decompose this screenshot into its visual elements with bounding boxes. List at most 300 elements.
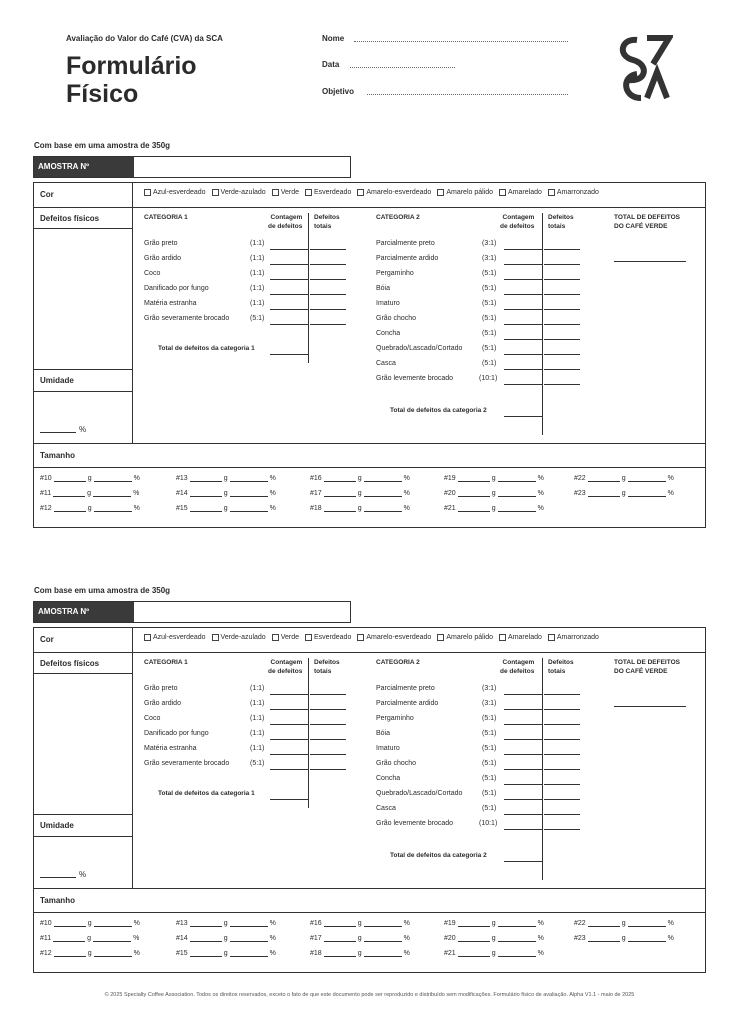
size-g-input[interactable] [458, 490, 490, 497]
cor-option[interactable] [437, 189, 493, 196]
total-input[interactable] [310, 294, 346, 295]
count-input[interactable] [270, 724, 308, 725]
size-g-input[interactable] [588, 475, 620, 482]
count-input[interactable] [504, 814, 542, 815]
umidade-input[interactable] [40, 870, 76, 878]
defeitos-label: Defeitos físicos [40, 659, 100, 668]
size-g-input[interactable] [324, 475, 356, 482]
cor-option-label: Amarelado [508, 634, 542, 641]
total-header-line: totais [314, 668, 332, 675]
size-pct-input[interactable] [364, 950, 402, 957]
count-input[interactable] [504, 249, 542, 250]
size-entry [310, 950, 410, 957]
cor-option-label: Amarelo pálido [446, 189, 494, 196]
umidade-input[interactable] [40, 425, 76, 433]
total-input[interactable] [544, 339, 580, 340]
cor-option[interactable] [305, 634, 351, 641]
count-input[interactable] [270, 709, 308, 710]
cor-option[interactable] [499, 189, 542, 196]
total-input[interactable] [544, 724, 580, 725]
cat2-total-label: Total de defeitos da categoria 2 [390, 407, 487, 414]
size-label: #18 [310, 505, 322, 512]
size-entry [444, 920, 544, 927]
cor-option[interactable] [144, 189, 206, 196]
cor-option[interactable] [272, 189, 299, 196]
defect-name: Grão ardido [144, 255, 181, 262]
grams-unit: g [87, 475, 92, 482]
checkbox-icon[interactable] [272, 634, 279, 641]
size-g-input[interactable] [54, 505, 86, 512]
cor-option[interactable] [499, 634, 542, 641]
checkbox-icon[interactable] [144, 634, 151, 641]
cor-option[interactable] [305, 189, 351, 196]
cor-option-label: Amarelo-esverdeado [366, 189, 432, 196]
size-pct-input[interactable] [230, 490, 268, 497]
size-pct-input[interactable] [364, 935, 402, 942]
defect-ratio: (5:1) [482, 790, 497, 797]
objective-field-label: Objetivo [322, 87, 355, 96]
defect-name: Bóia [376, 730, 391, 737]
count-header-line: Contagem [502, 659, 535, 666]
total-input[interactable] [310, 769, 346, 770]
cor-option[interactable] [272, 634, 299, 641]
size-label: #13 [176, 475, 188, 482]
size-pct-input[interactable] [364, 475, 402, 482]
defect-ratio: (5:1) [482, 330, 497, 337]
size-label: #17 [310, 935, 322, 942]
defect-name: Grão preto [144, 685, 178, 692]
defect-ratio: (3:1) [482, 255, 497, 262]
total-input[interactable] [310, 739, 346, 740]
count-input[interactable] [504, 769, 542, 770]
cat2-defect-row [376, 805, 396, 812]
size-g-input[interactable] [190, 920, 222, 927]
count-input[interactable] [270, 279, 308, 280]
grams-unit: g [357, 490, 362, 497]
amostra-field[interactable] [33, 601, 351, 623]
divider [542, 658, 543, 880]
percent-unit: % [269, 950, 276, 957]
cat1-defect-row [144, 730, 209, 737]
divider [34, 888, 705, 889]
defect-name: Quebrado/Lascado/Cortado [376, 345, 463, 352]
size-label: #12 [40, 950, 52, 957]
size-pct-input[interactable] [230, 920, 268, 927]
cat1-defect-row [144, 270, 160, 277]
total-input[interactable] [310, 279, 346, 280]
size-pct-input[interactable] [93, 935, 131, 942]
total-input[interactable] [544, 249, 580, 250]
count-input[interactable] [504, 309, 542, 310]
sample-note: Com base em uma amostra de 350g [34, 586, 171, 595]
total-input[interactable] [544, 279, 580, 280]
size-entry [176, 935, 276, 942]
defect-name: Parcialmente preto [376, 240, 435, 247]
checkbox-icon[interactable] [548, 634, 555, 641]
total-input[interactable] [544, 694, 580, 695]
cat2-title: CATEGORIA 2 [376, 659, 420, 666]
size-pct-input[interactable] [628, 490, 666, 497]
total-input[interactable] [544, 354, 580, 355]
size-g-input[interactable] [54, 475, 86, 482]
total-green-line: TOTAL DE DEFEITOS [614, 659, 680, 666]
total-input[interactable] [310, 694, 346, 695]
total-input[interactable] [544, 829, 580, 830]
size-pct-input[interactable] [364, 490, 402, 497]
defect-ratio: (5:1) [482, 775, 497, 782]
defect-ratio: (5:1) [482, 300, 497, 307]
divider [34, 207, 705, 208]
footer-copyright: © 2025 Specialty Coffee Association. Todos os direitos reservados, exceto o fato de que este documento pode ser reproduzido e distribuído sem modificações. Formulário físico de avaliação. Alpha V1.1 - maio de 2025 [104, 992, 635, 998]
defect-name: Matéria estranha [144, 745, 197, 752]
defect-name: Concha [376, 330, 401, 337]
cat1-count-header [268, 658, 302, 676]
size-pct-input[interactable] [498, 490, 536, 497]
size-g-input[interactable] [458, 950, 490, 957]
size-entry [574, 475, 674, 482]
cat2-defect-row [376, 820, 453, 827]
total-input[interactable] [544, 294, 580, 295]
size-pct-input[interactable] [230, 505, 268, 512]
size-entry [310, 475, 410, 482]
size-pct-input[interactable] [498, 475, 536, 482]
divider [132, 183, 133, 443]
defeitos-label: Defeitos físicos [40, 214, 100, 223]
defect-ratio: (5:1) [250, 315, 265, 322]
defect-name: Bóia [376, 285, 391, 292]
count-input[interactable] [270, 264, 308, 265]
size-label: #20 [444, 935, 456, 942]
total-input[interactable] [544, 264, 580, 265]
objective-field-line[interactable] [367, 87, 568, 95]
count-input[interactable] [504, 724, 542, 725]
count-input[interactable] [270, 249, 308, 250]
sca-logo-icon [607, 32, 673, 102]
checkbox-icon[interactable] [144, 189, 151, 196]
checkbox-icon[interactable] [272, 189, 279, 196]
cat1-defect-row [144, 760, 229, 767]
total-input[interactable] [310, 264, 346, 265]
umidade-percent: % [79, 425, 87, 434]
percent-unit: % [133, 920, 140, 927]
size-g-input[interactable] [458, 920, 490, 927]
total-input[interactable] [310, 324, 346, 325]
cat1-total-input[interactable] [270, 354, 308, 355]
count-input[interactable] [504, 799, 542, 800]
cat2-total-header [548, 213, 574, 231]
cor-option[interactable] [357, 634, 431, 641]
cor-label: Cor [40, 190, 54, 199]
size-entry [176, 490, 276, 497]
size-g-input[interactable] [588, 490, 620, 497]
size-entry [574, 490, 674, 497]
name-field-line[interactable] [354, 34, 568, 42]
cor-option[interactable] [437, 634, 493, 641]
cor-option-label: Amarelo pálido [446, 634, 494, 641]
count-input[interactable] [504, 279, 542, 280]
cat1-total-label: Total de defeitos da categoria 1 [158, 790, 255, 797]
total-header-line: Defeitos [314, 659, 340, 666]
size-pct-input[interactable] [94, 475, 132, 482]
size-entry [310, 490, 410, 497]
size-g-input[interactable] [324, 490, 356, 497]
total-input[interactable] [544, 384, 580, 385]
checkbox-icon[interactable] [357, 189, 364, 196]
defect-ratio: (3:1) [482, 240, 497, 247]
total-input[interactable] [544, 309, 580, 310]
size-g-input[interactable] [458, 935, 490, 942]
defect-name: Grão severamente brocado [144, 760, 230, 767]
divider [34, 467, 705, 468]
defect-ratio: (1:1) [250, 285, 265, 292]
defect-ratio: (5:1) [482, 270, 497, 277]
divider [308, 213, 309, 363]
count-input[interactable] [270, 324, 308, 325]
checkbox-icon[interactable] [305, 189, 312, 196]
total-input[interactable] [310, 249, 346, 250]
checkbox-icon[interactable] [548, 189, 555, 196]
size-g-input[interactable] [324, 505, 356, 512]
size-pct-input[interactable] [230, 935, 268, 942]
cat1-total-input[interactable] [270, 799, 308, 800]
defect-name: Grão levemente brocado [376, 820, 454, 827]
cat2-defect-row [376, 345, 462, 352]
checkbox-icon[interactable] [437, 634, 444, 641]
count-input[interactable] [270, 309, 308, 310]
count-header-line: de defeitos [500, 668, 535, 675]
cat1-defect-row [144, 240, 177, 247]
size-pct-input[interactable] [364, 920, 402, 927]
count-input[interactable] [270, 294, 308, 295]
cor-option[interactable] [144, 634, 206, 641]
size-label: #11 [40, 490, 52, 497]
total-input[interactable] [544, 369, 580, 370]
total-header-line: totais [314, 223, 332, 230]
total-green-input[interactable] [614, 706, 686, 707]
size-pct-input[interactable] [498, 505, 536, 512]
count-input[interactable] [504, 294, 542, 295]
size-g-input[interactable] [53, 490, 85, 497]
size-pct-input[interactable] [628, 475, 666, 482]
count-input[interactable] [504, 829, 542, 830]
grams-unit: g [223, 935, 228, 942]
size-g-input[interactable] [53, 935, 85, 942]
checkbox-icon[interactable] [499, 189, 506, 196]
size-g-input[interactable] [190, 490, 222, 497]
total-input[interactable] [310, 309, 346, 310]
divider [542, 213, 543, 435]
count-input[interactable] [504, 709, 542, 710]
total-input[interactable] [544, 754, 580, 755]
defect-ratio: (10:1) [479, 820, 498, 827]
cor-option[interactable] [548, 634, 599, 641]
defect-ratio: (1:1) [250, 715, 265, 722]
size-g-input[interactable] [54, 950, 86, 957]
cat2-total-input[interactable] [504, 861, 542, 862]
count-input[interactable] [270, 739, 308, 740]
divider [34, 836, 132, 837]
total-input[interactable] [310, 754, 346, 755]
percent-unit: % [133, 505, 140, 512]
checkbox-icon[interactable] [212, 189, 219, 196]
date-field-label: Data [322, 60, 340, 69]
total-green-input[interactable] [614, 261, 686, 262]
count-input[interactable] [504, 739, 542, 740]
cat2-defect-row [376, 360, 396, 367]
defect-ratio: (5:1) [482, 760, 497, 767]
defect-ratio: (5:1) [482, 285, 497, 292]
size-g-input[interactable] [190, 505, 222, 512]
percent-unit: % [133, 935, 140, 942]
checkbox-icon[interactable] [305, 634, 312, 641]
total-input[interactable] [310, 724, 346, 725]
cat2-defect-row [376, 775, 400, 782]
size-pct-input[interactable] [498, 920, 536, 927]
size-g-input[interactable] [324, 950, 356, 957]
count-input[interactable] [270, 694, 308, 695]
size-pct-input[interactable] [94, 950, 132, 957]
size-g-input[interactable] [458, 475, 490, 482]
size-label: #10 [40, 475, 52, 482]
cat2-defect-row [376, 330, 400, 337]
size-entry [574, 935, 674, 942]
cor-option[interactable] [548, 189, 599, 196]
amostra-field[interactable] [33, 156, 351, 178]
tamanho-label: Tamanho [40, 896, 75, 905]
size-pct-input[interactable] [94, 920, 132, 927]
defect-name: Danificado por fungo [144, 730, 209, 737]
defect-name: Grão severamente brocado [144, 315, 230, 322]
defect-ratio: (1:1) [250, 730, 265, 737]
count-input[interactable] [270, 754, 308, 755]
defect-name: Casca [376, 805, 396, 812]
size-pct-input[interactable] [628, 935, 666, 942]
count-header-line: de defeitos [268, 668, 303, 675]
count-input[interactable] [504, 264, 542, 265]
divider [34, 443, 705, 444]
percent-unit: % [537, 490, 544, 497]
defect-name: Coco [144, 715, 161, 722]
grams-unit: g [87, 490, 92, 497]
percent-unit: % [403, 475, 410, 482]
size-pct-input[interactable] [230, 475, 268, 482]
size-entry [310, 920, 410, 927]
defects-table [33, 182, 706, 528]
size-pct-input[interactable] [498, 950, 536, 957]
total-input[interactable] [544, 799, 580, 800]
size-label: #18 [310, 950, 322, 957]
checkbox-icon[interactable] [357, 634, 364, 641]
total-input[interactable] [544, 324, 580, 325]
cor-option-label: Verde [280, 634, 299, 641]
percent-unit: % [269, 505, 276, 512]
total-input[interactable] [310, 709, 346, 710]
cor-option[interactable] [357, 189, 431, 196]
size-pct-input[interactable] [230, 950, 268, 957]
count-input[interactable] [504, 384, 542, 385]
size-pct-input[interactable] [364, 505, 402, 512]
checkbox-icon[interactable] [499, 634, 506, 641]
count-input[interactable] [504, 369, 542, 370]
size-entry [40, 950, 140, 957]
cor-option[interactable] [212, 189, 266, 196]
total-input[interactable] [544, 784, 580, 785]
cat2-defect-row [376, 745, 400, 752]
size-entry [444, 475, 544, 482]
size-g-input[interactable] [190, 950, 222, 957]
count-input[interactable] [504, 339, 542, 340]
cat1-defect-row [144, 685, 177, 692]
total-input[interactable] [544, 709, 580, 710]
grams-unit: g [87, 950, 92, 957]
total-input[interactable] [544, 814, 580, 815]
size-entry [40, 505, 140, 512]
checkbox-icon[interactable] [212, 634, 219, 641]
amostra-label: AMOSTRA Nº [34, 157, 134, 177]
divider [132, 628, 133, 888]
total-green-line: DO CAFÉ VERDE [614, 668, 668, 675]
size-g-input[interactable] [324, 935, 356, 942]
size-label: #15 [176, 505, 188, 512]
count-input[interactable] [504, 754, 542, 755]
defect-name: Parcialmente ardido [376, 255, 439, 262]
divider [34, 673, 132, 674]
size-entry [176, 950, 276, 957]
size-g-input[interactable] [190, 475, 222, 482]
size-pct-input[interactable] [94, 505, 132, 512]
count-input[interactable] [504, 694, 542, 695]
size-g-input[interactable] [324, 920, 356, 927]
size-g-input[interactable] [588, 920, 620, 927]
count-input[interactable] [504, 324, 542, 325]
cat2-total-input[interactable] [504, 416, 542, 417]
cat2-total-header [548, 658, 574, 676]
count-input[interactable] [504, 784, 542, 785]
size-entry [176, 505, 276, 512]
defect-ratio: (1:1) [250, 270, 265, 277]
size-label: #21 [444, 505, 456, 512]
date-field-line[interactable] [350, 60, 455, 68]
cor-option-label: Verde-azulado [220, 634, 266, 641]
size-g-input[interactable] [54, 920, 86, 927]
size-g-input[interactable] [588, 935, 620, 942]
count-input[interactable] [504, 354, 542, 355]
size-pct-input[interactable] [498, 935, 536, 942]
size-pct-input[interactable] [93, 490, 131, 497]
total-input[interactable] [544, 769, 580, 770]
grams-unit: g [223, 475, 228, 482]
name-field-label: Nome [322, 34, 345, 43]
percent-unit: % [537, 950, 544, 957]
grams-unit: g [491, 935, 496, 942]
grams-unit: g [87, 920, 92, 927]
cat2-count-header [500, 658, 534, 676]
cor-option[interactable] [212, 634, 266, 641]
size-g-input[interactable] [458, 505, 490, 512]
checkbox-icon[interactable] [437, 189, 444, 196]
defect-ratio: (1:1) [250, 700, 265, 707]
size-g-input[interactable] [190, 935, 222, 942]
size-pct-input[interactable] [628, 920, 666, 927]
cat1-title: CATEGORIA 1 [144, 214, 188, 221]
count-input[interactable] [270, 769, 308, 770]
percent-unit: % [403, 920, 410, 927]
cat2-defect-row [376, 715, 414, 722]
cat2-defect-row [376, 240, 435, 247]
total-input[interactable] [544, 739, 580, 740]
cat1-count-header [268, 213, 302, 231]
grams-unit: g [621, 935, 626, 942]
